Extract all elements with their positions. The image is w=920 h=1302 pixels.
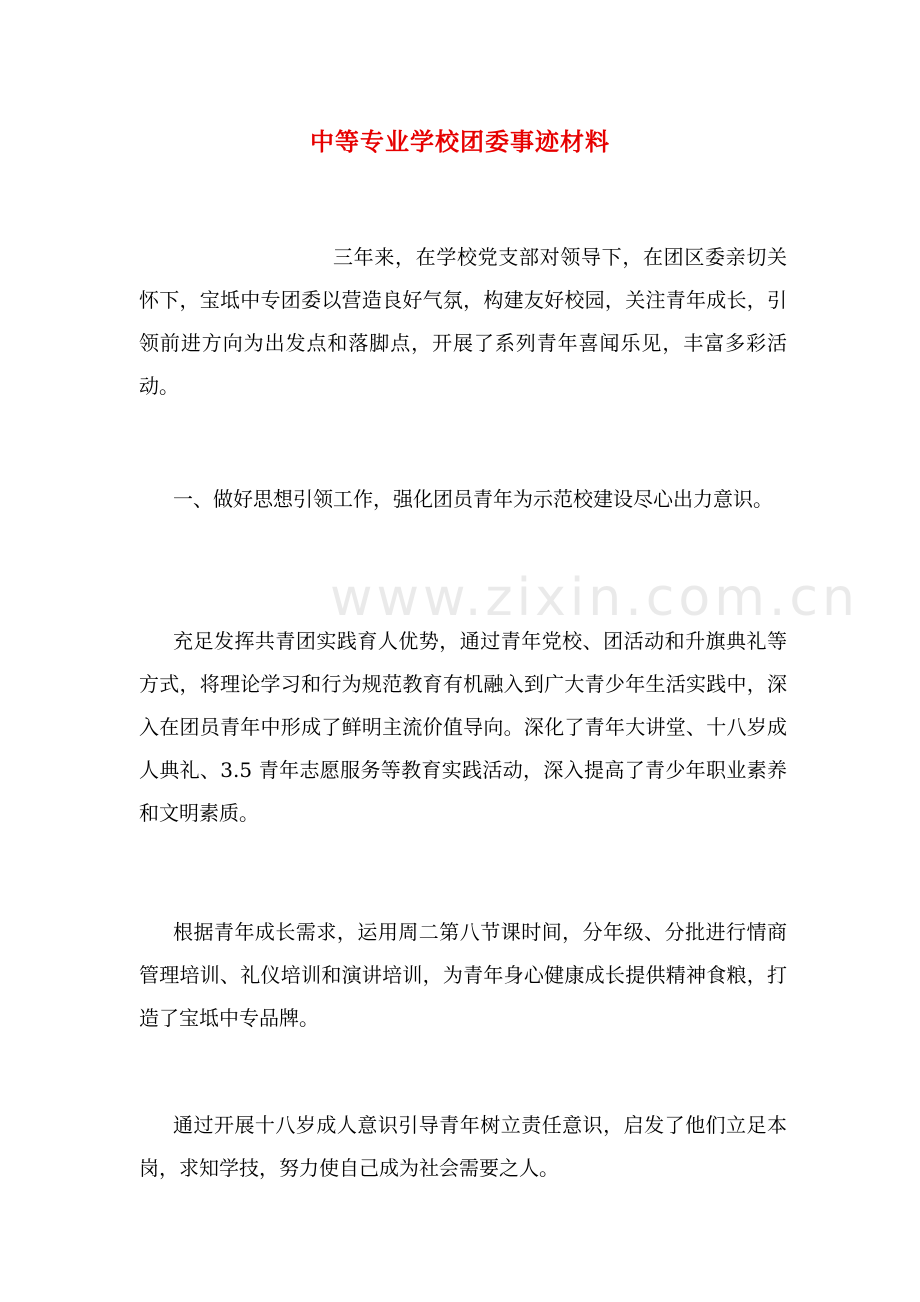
document-title: 中等专业学校团委事迹材料 <box>310 127 610 156</box>
paragraph-coming-of-age: 通过开展十八岁成人意识引导青年树立责任意识，启发了他们立足本岗，求知学技，努力使自己成为社会需要之人。 <box>139 1113 787 1180</box>
paragraph-practice: 充足发挥共青团实践育人优势，通过青年党校、团活动和升旗典礼等方式，将理论学习和行为规范教育有机融入到广大青少年生活实践中，深入在团员青年中形成了鲜明主流价值导向。深化了青年大讲堂、十八岁成人典礼、3.5 青年志愿服务等教育实践活动，深入提高了青少年职业素养和文明素质。 <box>139 629 787 825</box>
watermark: www.zixin.com.cn <box>330 568 859 628</box>
section-heading-1: 一、做好思想引领工作，强化团员青年为示范校建设尽心出力意识。 <box>173 487 773 511</box>
paragraph-training: 根据青年成长需求，运用周二第八节课时间，分年级、分批进行情商管理培训、礼仪培训和演讲培训，为青年身心健康成长提供精神食粮，打造了宝坻中专品牌。 <box>139 920 787 1030</box>
paragraph-intro: 三年来，在学校党支部对领导下，在团区委亲切关怀下，宝坻中专团委以营造良好气氛，构建友好校园，关注青年成长，引领前进方向为出发点和落脚点，开展了系列青年喜闻乐见，丰富多彩活动。 <box>139 245 787 398</box>
